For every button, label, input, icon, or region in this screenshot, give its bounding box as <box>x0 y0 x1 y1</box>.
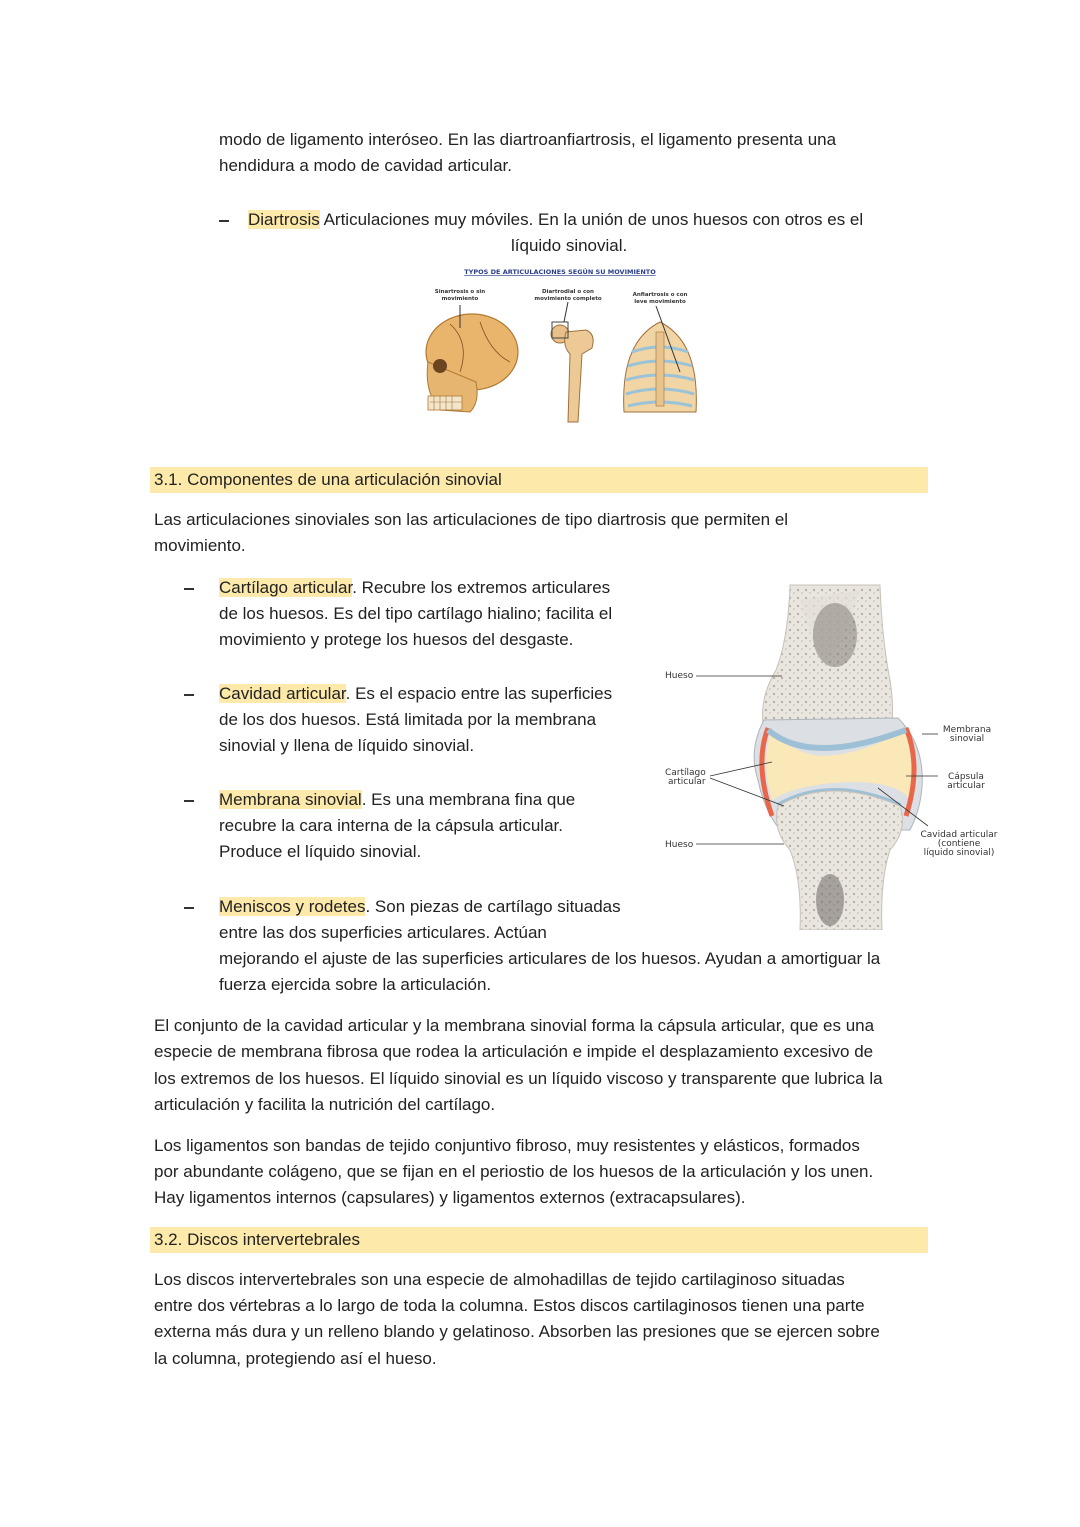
item-cavidad-line-3: sinovial y llena de líquido sinovial. <box>219 736 475 755</box>
item-text: . Recubre los extremos articulares <box>352 578 611 597</box>
ribs-label-2: leve movimiento <box>634 299 686 305</box>
synovial-joint-diagram <box>660 580 1005 930</box>
label-cavidad-2: (contiene <box>937 839 981 849</box>
diartrosis-text: Articulaciones muy móviles. En la unión de unos huesos con otros es el <box>319 210 864 229</box>
item-cavidad-line-1 <box>219 681 612 707</box>
item-cavidad-term: Cavidad articular <box>219 684 346 703</box>
item-cartilago-line-1 <box>219 575 610 601</box>
item-text: . Son piezas de cartílago situadas <box>365 897 621 916</box>
item-cartilago-line-2: de los huesos. Es del tipo cartílago hialino; facilita el <box>219 604 613 623</box>
para1-line-1: El conjunto de la cavidad articular y la membrana sinovial forma la cápsula articular, que es una <box>154 1016 875 1035</box>
femur-label-2: movimiento completo <box>534 296 602 302</box>
item-text: . Es el espacio entre las superficies <box>345 684 613 703</box>
section-3-1-intro-1: Las articulaciones sinoviales son las articulaciones de tipo diartrosis que permiten el <box>154 510 789 529</box>
bullet-dash <box>184 575 198 590</box>
label-capsula-2: articular <box>947 781 985 791</box>
label-hueso-top: Hueso <box>665 671 694 681</box>
label-membrana-1: Membrana <box>942 725 992 735</box>
bullet-dash <box>184 681 198 696</box>
skull-label-1: Sinartrosis o sin <box>434 289 486 295</box>
item-cartilago-line-3: movimiento y protege los huesos del desgaste. <box>219 630 574 649</box>
bullet-dash <box>219 207 233 222</box>
para2-line-1: Los ligamentos son bandas de tejido conjuntivo fibroso, muy resistentes y elásticos, formados <box>154 1136 860 1155</box>
item-membrana-line-3: Produce el líquido sinovial. <box>219 842 422 861</box>
para3-line-4: la columna, protegiendo así el hueso. <box>154 1349 437 1368</box>
item-text: . Es una membrana fina que <box>361 790 576 809</box>
intro-line-2: hendidura a modo de cavidad articular. <box>219 156 512 175</box>
label-cavidad-3: líquido sinovial) <box>923 848 995 858</box>
item-meniscos-line-1 <box>219 894 621 920</box>
femur-illustration <box>551 302 593 422</box>
label-hueso-bottom: Hueso <box>665 840 694 850</box>
item-membrana-line-1 <box>219 787 575 813</box>
diartrosis-term: Diartrosis <box>248 210 320 229</box>
item-meniscos-line-2: entre las dos superficies articulares. Actúan <box>219 923 547 942</box>
item-cavidad-line-2: de los dos huesos. Está limitada por la membrana <box>219 710 597 729</box>
skull-label-2: movimiento <box>441 296 479 302</box>
para3-line-2: entre dos vértebras a lo largo de toda la columna. Estos discos cartilaginosos tienen una parte <box>154 1296 865 1315</box>
para2-line-2: por abundante colágeno, que se fijan en el periostio de los huesos de la articulación y los unen. <box>154 1162 874 1181</box>
label-cavidad-1: Cavidad articular <box>920 830 998 840</box>
bullet-dash <box>184 787 198 802</box>
ribcage-illustration <box>624 306 697 412</box>
diartrosis-line <box>248 207 863 233</box>
label-cartilago-1: Cartílago <box>665 768 706 778</box>
para1-line-4: articulación y facilita la nutrición del cartílago. <box>154 1095 496 1114</box>
para3-line-1: Los discos intervertebrales son una especie de almohadillas de tejido cartilaginoso situadas <box>154 1270 845 1289</box>
item-meniscos-line-4: fuerza ejercida sobre la articulación. <box>219 975 492 994</box>
section-heading-3-2: 3.2. Discos intervertebrales <box>150 1227 928 1253</box>
item-meniscos-line-3: mejorando el ajuste de las superficies articulares de los huesos. Ayudan a amortiguar la <box>219 949 881 968</box>
figure-title: TYPOS DE ARTICULACIONES SEGÚN SU MOVIMIENTO <box>464 268 656 276</box>
section-3-1-intro-2: movimiento. <box>154 536 246 555</box>
item-membrana-line-2: recubre la cara interna de la cápsula articular. <box>219 816 563 835</box>
diartrosis-line-2: líquido sinovial. <box>511 236 628 255</box>
item-cartilago-term: Cartílago articular <box>219 578 353 597</box>
joint-types-figure <box>410 262 710 428</box>
intro-line-1: modo de ligamento interóseo. En las diartroanfiartrosis, el ligamento presenta una <box>219 130 837 149</box>
label-membrana-2: sinovial <box>949 734 985 744</box>
item-membrana-term: Membrana sinovial <box>219 790 362 809</box>
para2-line-3: Hay ligamentos internos (capsulares) y ligamentos externos (extracapsulares). <box>154 1188 746 1207</box>
skull-illustration <box>426 305 518 412</box>
label-cartilago-2: articular <box>668 777 706 787</box>
item-meniscos-term: Meniscos y rodetes <box>219 897 366 916</box>
femur-label-1: Diartrodial o con <box>542 289 594 295</box>
para1-line-3: los extremos de los huesos. El líquido sinovial es un líquido viscoso y transparente que lubrica la <box>154 1069 883 1088</box>
ribs-label-1: Anfiartrosis o con <box>632 292 688 298</box>
label-capsula-1: Cápsula <box>948 772 984 782</box>
para1-line-2: especie de membrana fibrosa que rodea la articulación e impide el desplazamiento excesivo de <box>154 1042 874 1061</box>
section-heading-3-1: 3.1. Componentes de una articulación sinovial <box>150 467 928 493</box>
para3-line-3: externa más dura y un relleno blando y gelatinoso. Absorben las presiones que se ejercen sobre <box>154 1322 880 1341</box>
bullet-dash <box>184 894 198 909</box>
